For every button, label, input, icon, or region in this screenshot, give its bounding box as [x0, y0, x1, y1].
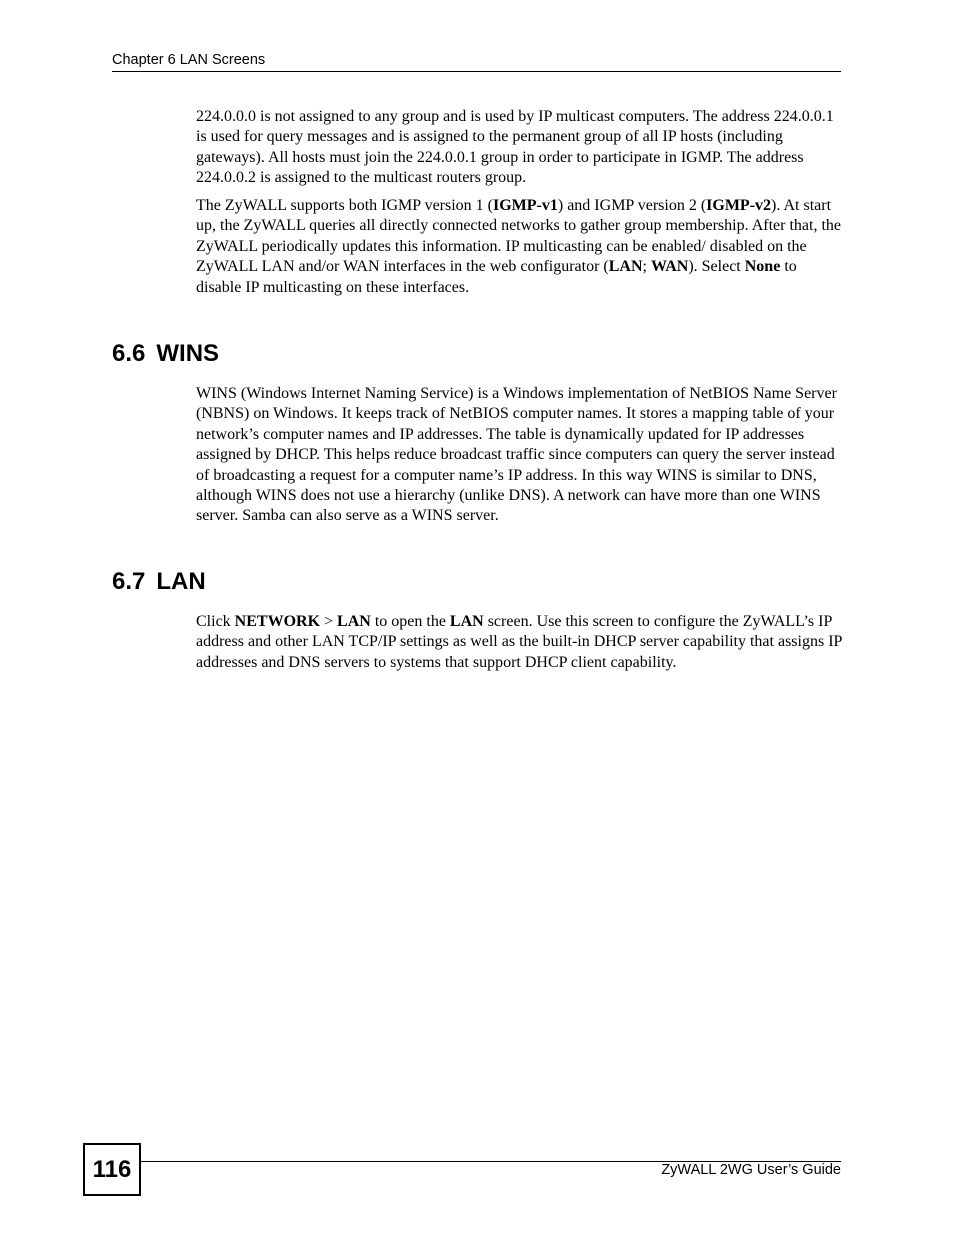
page-number: 116 — [92, 1155, 132, 1183]
igmp-paragraph-2-text — [196, 196, 844, 298]
bold-term: LAN — [608, 258, 643, 276]
section-heading-wins — [112, 340, 219, 368]
bold-term: IGMP-v1 — [493, 197, 558, 214]
text-run: to disable IP multicasting on these interfaces. — [196, 258, 797, 296]
text-run: ). Select — [688, 258, 745, 276]
bold-term: NETWORK — [234, 613, 321, 630]
wins-paragraph-text: WINS (Windows Internet Naming Service) is a Windows implementation of NetBIOS Name Server (NBNS) on Windows. It keeps track of NetBIOS computer names. It stores a mapping table of your network’s computer names and IP addresses. The table is dynamically updated for IP addresses assigned by DHCP. This helps reduce broadcast traffic since computers can query the server instead of broadcasting a request for a computer name’s IP address. In this way WINS is similar to DNS, although WINS does not use a hierarchy (unlike DNS). A network can have more than one WINS server. Samba can also serve as a WINS server. — [196, 385, 837, 525]
text-run: ) and IGMP version 2 ( — [557, 197, 707, 214]
section-heading-lan — [112, 568, 206, 596]
text-run: screen. Use this screen to configure the ZyWALL’s IP address and other LAN TCP/IP settings as well as the built-in DHCP server capability that assigns IP addresses and DNS servers to systems that support DHCP client capability. — [196, 613, 842, 671]
igmp-paragraph-1-text: 224.0.0.0 is not assigned to any group and is used by IP multicast computers. The address 224.0.0.1 is used for query messages and is assigned to the permanent group of all IP hosts (including gateways). All hosts must join the 224.0.0.1 group in order to participate in IGMP. The address 224.0.0.2 is assigned to the multicast routers group. — [196, 108, 834, 187]
lan-paragraph — [196, 612, 844, 673]
text-run: The ZyWALL supports both IGMP version 1 ( — [196, 197, 493, 214]
wins-paragraph — [196, 384, 844, 527]
bold-term: LAN — [337, 613, 371, 630]
bold-term: None — [744, 258, 781, 276]
header-divider — [112, 71, 841, 72]
section-number: 6.7 — [112, 568, 146, 595]
text-run: to open the — [370, 613, 450, 630]
section-title: WINS — [156, 340, 220, 367]
igmp-paragraph-2 — [196, 196, 844, 298]
chapter-header: Chapter 6 LAN Screens — [112, 52, 266, 68]
bold-term: IGMP-v2 — [706, 197, 772, 214]
lan-paragraph-text — [196, 612, 844, 673]
page-number-box — [83, 1143, 141, 1196]
text-run: > — [320, 613, 338, 630]
section-title: LAN — [156, 568, 206, 595]
text-run: Click — [196, 613, 235, 630]
text-run: ; — [642, 258, 651, 276]
section-number: 6.6 — [112, 340, 146, 367]
igmp-paragraph-1 — [196, 107, 844, 189]
guide-title: ZyWALL 2WG User’s Guide — [661, 1162, 841, 1178]
text-run: ). At start up, the ZyWALL queries all directly connected networks to gather group membership. After that, the ZyWALL periodically updates this information. IP multicasting can be enabled/ disabled on the ZyWALL LAN and/or WAN interfaces in the web configurator ( — [196, 197, 841, 276]
bold-term: LAN — [449, 613, 484, 630]
bold-term: WAN — [650, 258, 689, 276]
